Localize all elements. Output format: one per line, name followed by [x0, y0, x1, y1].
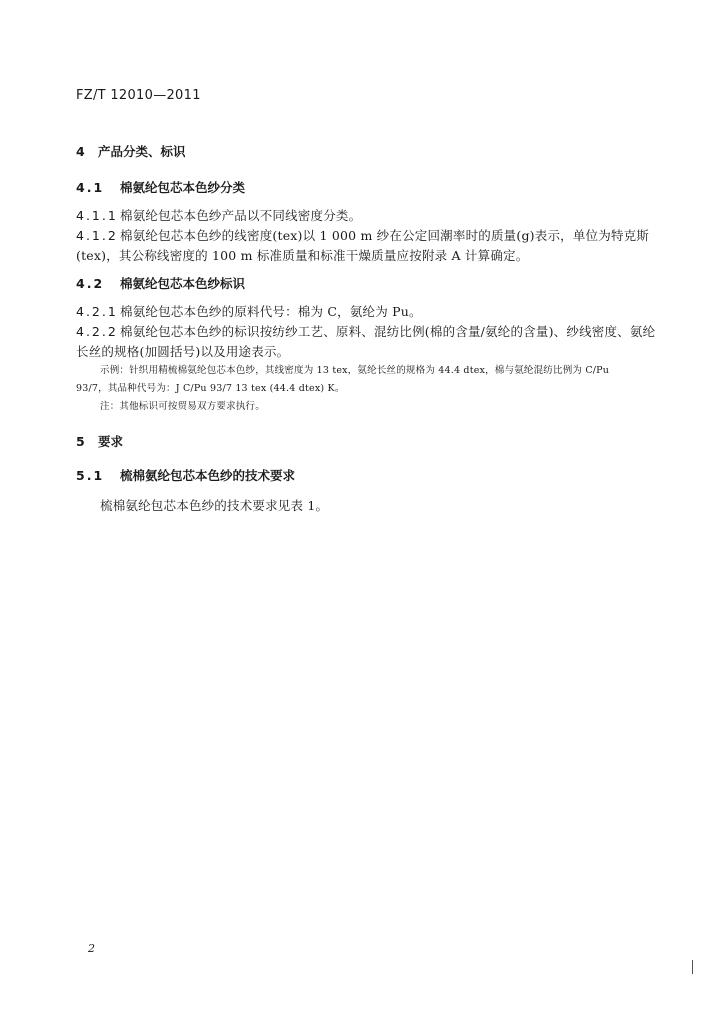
clause-4-1-1-text: 棉氨纶包芯本色纱产品以不同线密度分类。 [120, 208, 362, 223]
section-4-heading [76, 142, 186, 160]
clause-4-1-2-number: 4.1.2 [76, 228, 118, 243]
clause-4-1-1-number: 4.1.1 [76, 208, 118, 223]
section-5-heading [76, 432, 123, 450]
page-number: 2 [88, 942, 95, 955]
note: 注：其他标识可按贸易双方要求执行。 [100, 401, 265, 412]
clause-4-1-2-line-2: (tex)，其公称线密度的 100 m 标准质量和标准干燥质量应按附录 A 计算确定。 [76, 248, 529, 263]
clause-4-1-2-line-1 [76, 226, 649, 244]
section-5-title: 要求 [98, 434, 124, 449]
section-5-1-title: 梳棉氨纶包芯本色纱的技术要求 [120, 468, 296, 483]
section-4-number: 4 [76, 144, 87, 159]
example-line-2: 93/7，其品种代号为：J C/Pu 93/7 13 tex (44.4 dtex) K。 [76, 383, 345, 394]
clause-4-2-2-line-2: 长丝的规格(加圆括号)以及用途表示。 [76, 344, 290, 359]
section-4-2-number: 4.2 [76, 276, 105, 291]
clause-4-2-1 [76, 302, 422, 320]
clause-4-2-1-number: 4.2.1 [76, 304, 118, 319]
clause-4-1-2-text-1: 棉氨纶包芯本色纱的线密度(tex)以 1 000 m 纱在公定回潮率时的质量(g)表示，单位为特克斯 [120, 228, 650, 243]
section-5-number: 5 [76, 434, 87, 449]
clause-4-2-1-text: 棉氨纶包芯本色纱的原料代号：棉为 C，氨纶为 Pu。 [120, 304, 422, 319]
clause-4-1-1 [76, 206, 361, 224]
clause-4-2-2-text-1: 棉氨纶包芯本色纱的标识按纺纱工艺、原料、混纺比例(棉的含量/氨纶的含量)、纱线密度、氨纶 [120, 324, 656, 339]
example-line-1: 示例：针织用精梳棉氨纶包芯本色纱，其线密度为 13 tex，氨纶长丝的规格为 44.4 dtex，棉与氨纶混纺比例为 C/Pu [100, 365, 610, 376]
clause-4-2-2-line-1 [76, 322, 655, 340]
section-5-1-number: 5.1 [76, 468, 105, 483]
section-4-2-title: 棉氨纶包芯本色纱标识 [120, 276, 246, 291]
section-5-1-heading [76, 466, 295, 484]
section-4-2-heading [76, 274, 245, 292]
section-4-1-title: 棉氨纶包芯本色纱分类 [120, 180, 246, 195]
scan-edge-mark [692, 960, 693, 974]
section-5-1-body: 梳棉氨纶包芯本色纱的技术要求见表 1。 [100, 498, 329, 513]
section-4-1-number: 4.1 [76, 180, 105, 195]
section-4-1-heading [76, 178, 245, 196]
section-4-title: 产品分类、标识 [98, 144, 186, 159]
clause-4-2-2-number: 4.2.2 [76, 324, 118, 339]
standard-code: FZ/T 12010—2011 [76, 88, 201, 103]
